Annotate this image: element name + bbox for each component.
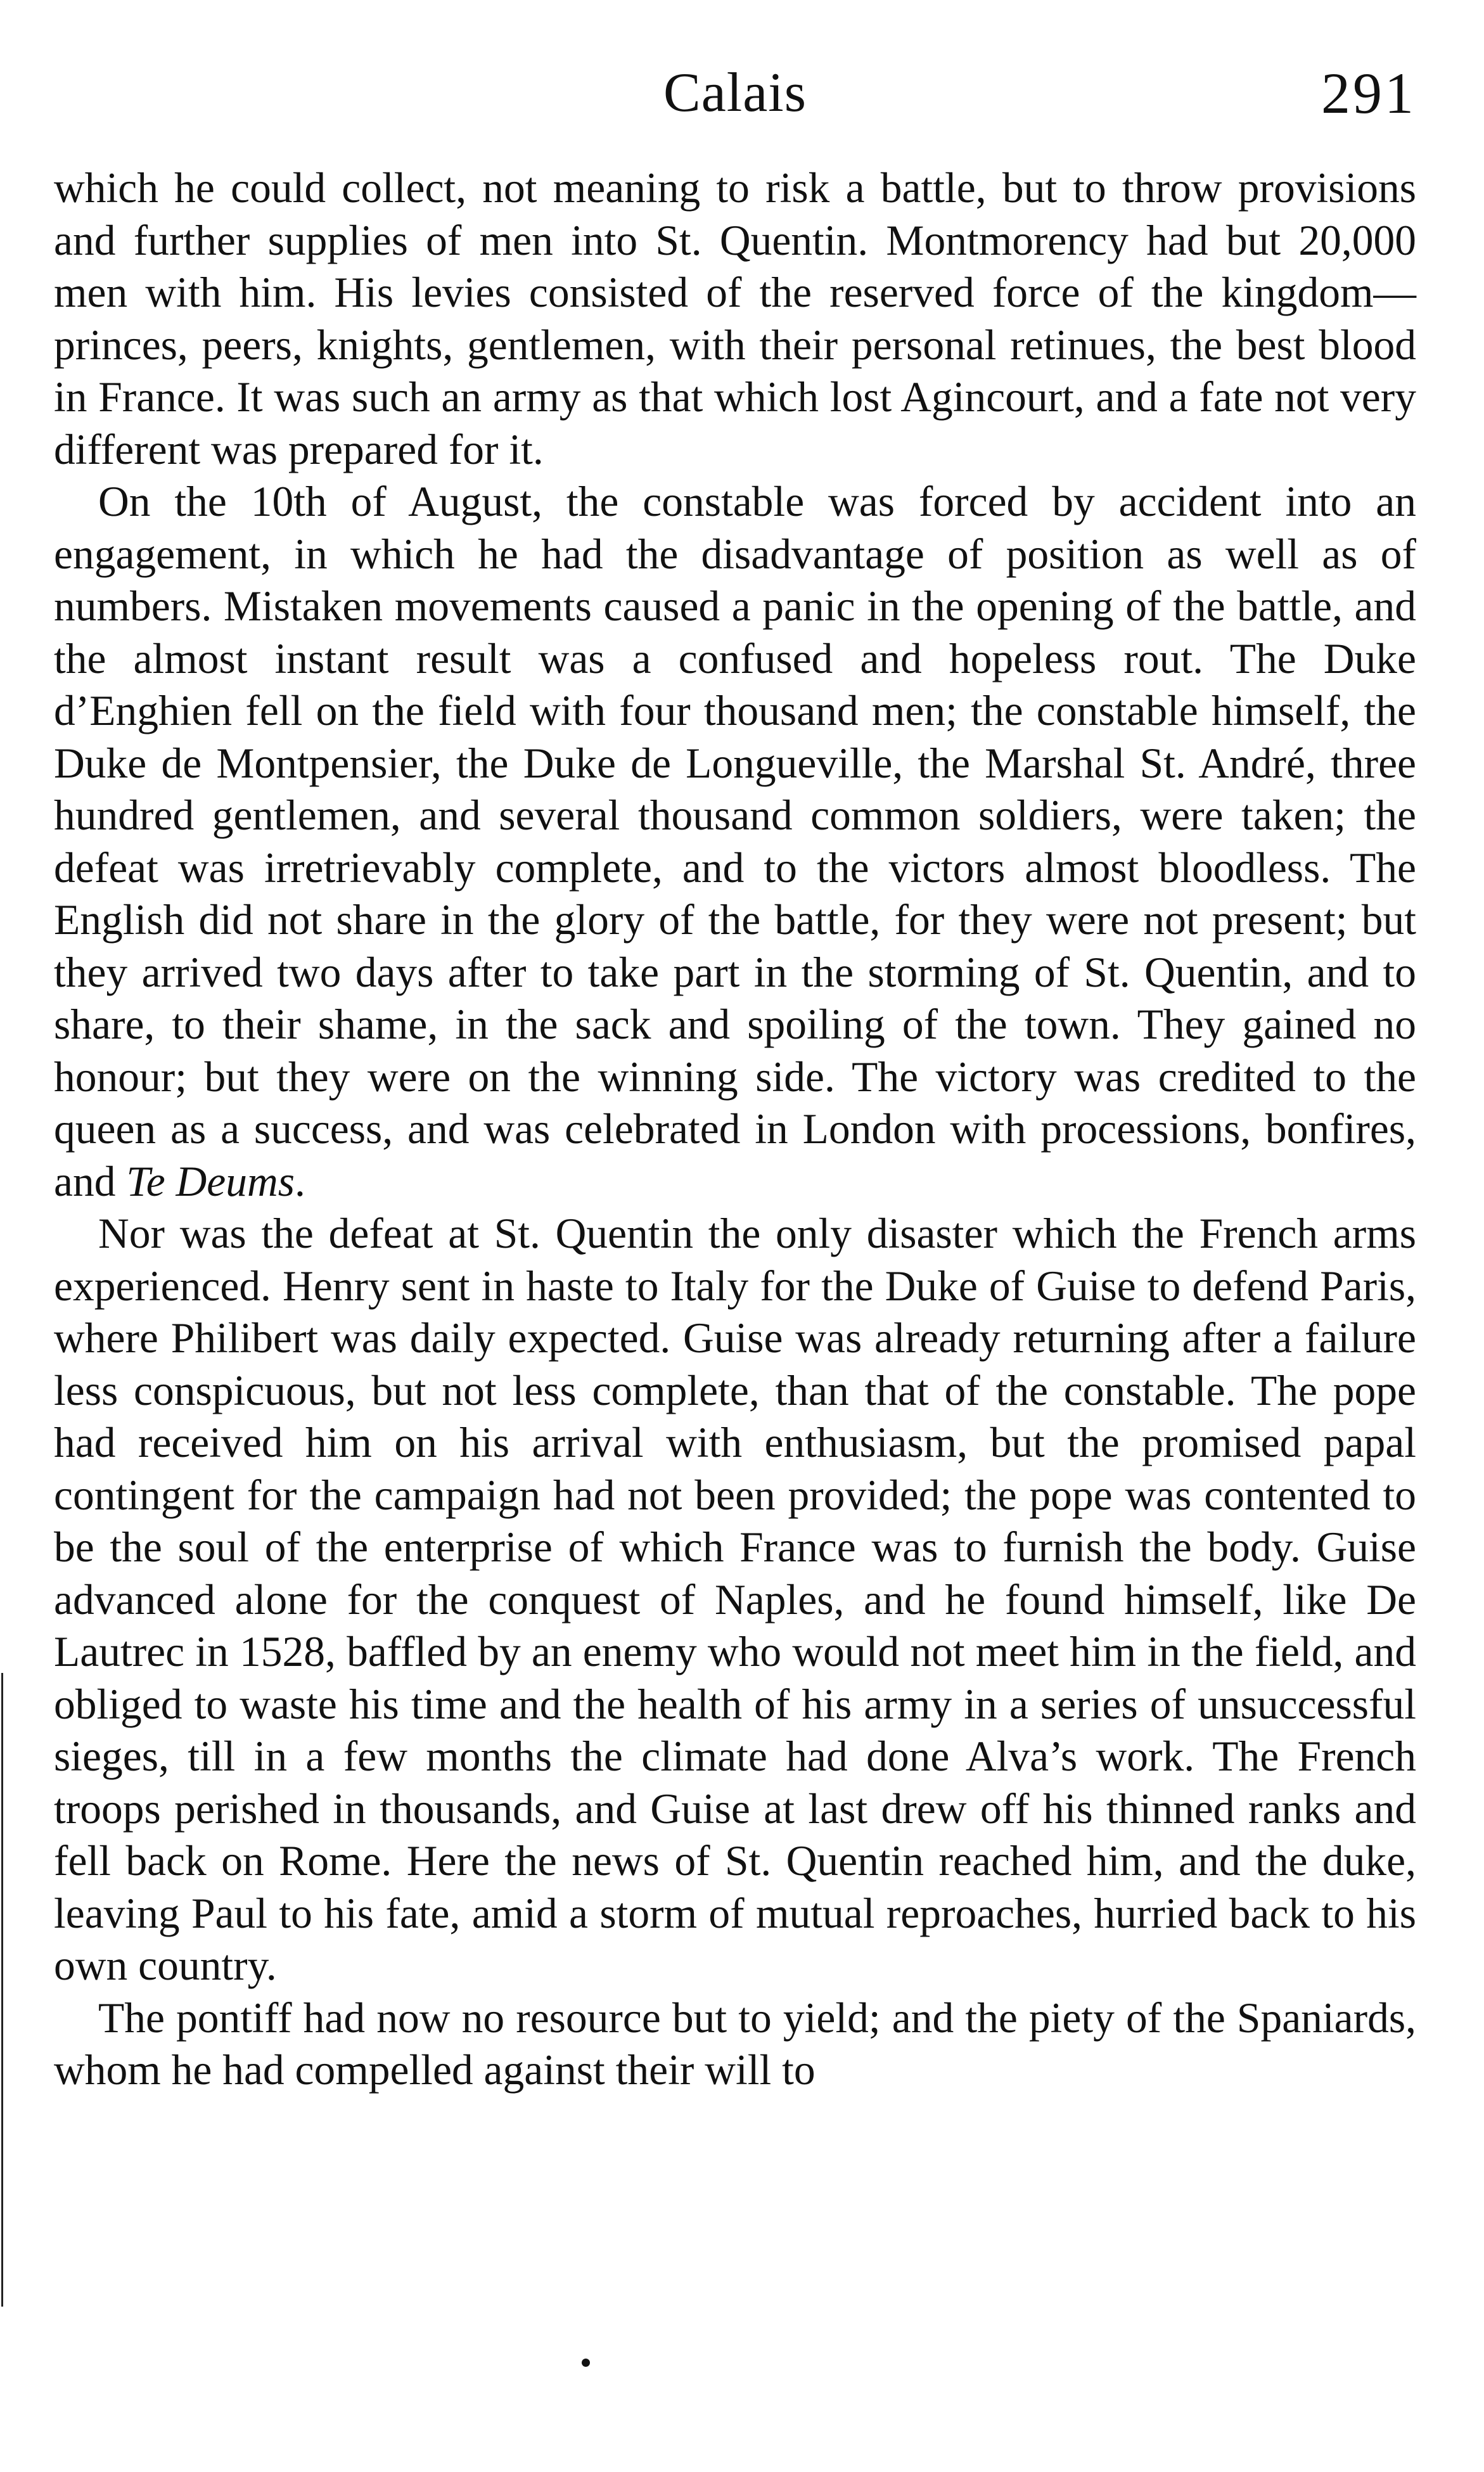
paragraph-4-text: The pontiff had now no resource but to yield; and the piety of the Spaniards, whom he had compelled against their will to [54, 1994, 1416, 2094]
page-number: 291 [1321, 61, 1416, 125]
paragraph-2 [54, 476, 1416, 1208]
paragraph-2-tail: . [295, 1157, 305, 1205]
page-header [54, 58, 1416, 128]
paragraph-3-text: Nor was the defeat at St. Quentin the only disaster which the French arms experienced. Henry sent in haste to Italy for the Duke of Guise to defend Paris, where Philibert was daily expected. Guise was already returning after a failure less conspicuous, but not less complete, than that of the constable. The pope had received him on his arrival with enthusiasm, but the promised papal contingent for the campaign had not been provided; the pope was contented to be the soul of the enterprise of which France was to furnish the body. Guise advanced alone for the conquest of Naples, and he found himself, like De Lautrec in 1528, baffled by an enemy who would not meet him in the field, and obliged to waste his time and the health of his army in a series of unsuccessful sieges, till in a few months the climate had done Alva’s work. The French troops perished in thousands, and Guise at last drew off his thinned ranks and fell back on Rome. Here the news of St. Quentin reached him, and the duke, leaving Paul to his fate, amid a storm of mutual reproaches, hurried back to his own country. [54, 1210, 1416, 1989]
body-text [54, 162, 1416, 2097]
paragraph-3 [54, 1208, 1416, 1992]
italic-te-deums: Te Deums [126, 1157, 295, 1205]
paragraph-4 [54, 1992, 1416, 2097]
paragraph-2-text: On the 10th of August, the constable was forced by accident into an engagement, in which he had the disadvantage of position as well as of numbers. Mistaken movements caused a panic in the opening of the battle, and the almost instant result was a confused and hopeless rout. The Duke d’Enghien fell on the field with four thousand men; the constable himself, the Duke de Montpensier, the Duke de Longueville, the Marshal St. André, three hundred gentlemen, and several thousand common soldiers, were taken; the defeat was irretrievably complete, and to the victors almost bloodless. The English did not share in the glory of the battle, for they were not present; but they arrived two days after to take part in the storming of St. Quentin, and to share, to their shame, in the sack and spoiling of the town. They gained no honour; but they were on the winning side. The victory was credited to the queen as a success, and was celebrated in London with processions, bonfires, and [54, 478, 1416, 1205]
paragraph-1 [54, 162, 1416, 476]
ink-dot [582, 2359, 590, 2367]
page-edge-line [1, 1673, 3, 2307]
running-title: Calais [663, 62, 807, 124]
paragraph-1-text: which he could collect, not meaning to risk a battle, but to throw provisions and further supplies of men into St. Quentin. Montmorency had but 20,000 men with him. His levies consisted of the reserved force of the kingdom—princes, peers, knights, gentlemen, with their personal retinues, the best blood in France. It was such an army as that which lost Agincourt, and a fate not very different was prepared for it. [54, 164, 1416, 473]
